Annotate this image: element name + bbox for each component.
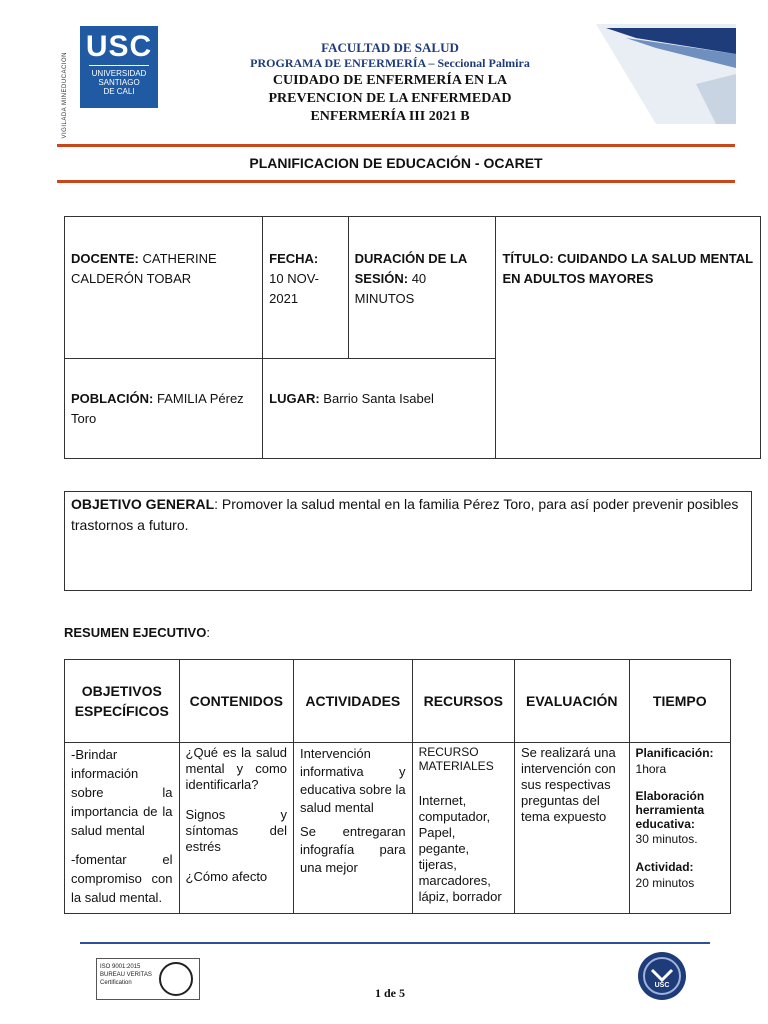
- logo-sub-2: SANTIAGO: [98, 78, 140, 87]
- recursos-items: Internet, computador, Papel, pegante, tijeras, marcadores, lápiz, borrador: [418, 793, 502, 904]
- duracion-value: 40 MINUTOS: [354, 271, 427, 306]
- actividad-item-1: Intervención informativa y educativa sobre la salud mental: [300, 746, 406, 815]
- objetivo-label: OBJETIVO GENERAL: [71, 496, 215, 512]
- elaboracion-value: 30 minutos.: [635, 832, 698, 846]
- actividades-cell: [294, 743, 413, 914]
- duracion-label: DURACIÓN DE LA SESIÓN:: [354, 251, 467, 286]
- emblem-text: USC: [654, 982, 670, 989]
- table-row: [65, 743, 731, 914]
- contenido-item-1: ¿Qué es la salud mental y como identificarla?: [185, 745, 288, 792]
- resumen-label: RESUMEN EJECUTIVO: [64, 625, 207, 640]
- lugar-value: Barrio Santa Isabel: [323, 391, 434, 406]
- lugar-label: LUGAR:: [269, 391, 320, 406]
- faculty-title: FACULTAD DE SALUD: [321, 40, 459, 55]
- docente-cell: [65, 217, 263, 359]
- contenidos-cell: [179, 743, 294, 914]
- planificacion-label: Planificación:: [635, 746, 714, 760]
- page-number: 1 de 5: [375, 986, 405, 1000]
- usc-logo: [80, 26, 158, 108]
- titulo-cell: TÍTULO: CUIDANDO LA SALUD MENTAL EN ADULTOS MAYORES: [496, 217, 761, 459]
- document-subtitle: PLANIFICACION DE EDUCACIÓN - OCARET: [249, 155, 543, 171]
- docente-label: DOCENTE:: [71, 251, 139, 266]
- resumen-table: [64, 659, 731, 914]
- col-objetivos: OBJETIVOS ESPECÍFICOS: [65, 660, 180, 743]
- contenido-item-2: Signos y síntomas del estrés: [185, 807, 288, 854]
- course-line-1: CUIDADO DE ENFERMERÍA EN LA: [272, 73, 508, 88]
- recursos-title: RECURSO MATERIALES: [418, 745, 494, 773]
- program-title: PROGRAMA DE ENFERMERÍA – Seccional Palmira: [250, 56, 530, 70]
- poblacion-cell: [65, 359, 263, 459]
- contenido-item-3: ¿Cómo afecto: [185, 869, 268, 884]
- bureau-veritas-seal-icon: [159, 962, 193, 996]
- col-actividades: ACTIVIDADES: [294, 660, 413, 743]
- logo-sub-1: UNIVERSIDAD: [91, 69, 147, 78]
- logo-sub-3: DE CALI: [103, 87, 135, 96]
- iso-certification-logo: ISO 9001:2015 BUREAU VERITAS Certification: [96, 958, 200, 1000]
- poblacion-label: POBLACIÓN:: [71, 391, 154, 406]
- actividad-item-2: Se entregaran infografía para una mejor: [300, 824, 406, 875]
- usc-emblem: [636, 950, 688, 1008]
- fecha-label: FECHA:: [269, 251, 319, 266]
- session-info-table: [64, 216, 761, 459]
- planificacion-value: 1hora: [635, 762, 667, 776]
- lugar-cell: [263, 359, 496, 459]
- col-recursos: RECURSOS: [412, 660, 514, 743]
- evaluacion-cell: Se realizará una intervención con sus respectivas preguntas del tema expuesto: [515, 743, 630, 914]
- objetivos-cell: [65, 743, 180, 914]
- footer-rule: [80, 942, 710, 944]
- fecha-value: 10 NOV-2021: [269, 271, 319, 306]
- top-rule: [57, 144, 735, 147]
- objetivo-item-1: -Brindar información sobre la importancia de la salud mental: [71, 747, 173, 838]
- actividad-value: 20 minutos: [635, 876, 695, 890]
- col-tiempo: TIEMPO: [629, 660, 730, 743]
- docente-value: CATHERINE CALDERÓN TOBAR: [71, 251, 217, 286]
- poblacion-value: FAMILIA Pérez Toro: [71, 391, 244, 426]
- tiempo-cell: [629, 743, 730, 914]
- elaboracion-label: Elaboración herramienta educativa:: [635, 789, 705, 831]
- header-decoration: [596, 24, 736, 124]
- course-line-2: PREVENCION DE LA ENFERMEDAD: [268, 91, 512, 106]
- resumen-heading: RESUMEN EJECUTIVO:: [64, 625, 210, 640]
- duracion-cell: [348, 217, 496, 359]
- bottom-rule: [57, 180, 735, 183]
- objetivo-item-2: -fomentar el compromiso con la salud mental.: [71, 852, 173, 905]
- logo-main-text: USC: [85, 30, 153, 63]
- course-title: [170, 72, 610, 126]
- actividad-label: Actividad:: [635, 860, 694, 874]
- objetivo-text: : Promover la salud mental en la familia Pérez Toro, para así poder prevenir posibles trastornos a futuro.: [71, 496, 739, 533]
- objetivo-general-box: [64, 491, 752, 591]
- col-evaluacion: EVALUACIÓN: [515, 660, 630, 743]
- vigilada-label: VIGILADA MINEDUCACIÓN: [62, 52, 68, 139]
- course-line-3: ENFERMERÍA III 2021 B: [310, 109, 470, 124]
- col-contenidos: CONTENIDOS: [179, 660, 294, 743]
- fecha-cell: [263, 217, 348, 359]
- recursos-cell: [412, 743, 514, 914]
